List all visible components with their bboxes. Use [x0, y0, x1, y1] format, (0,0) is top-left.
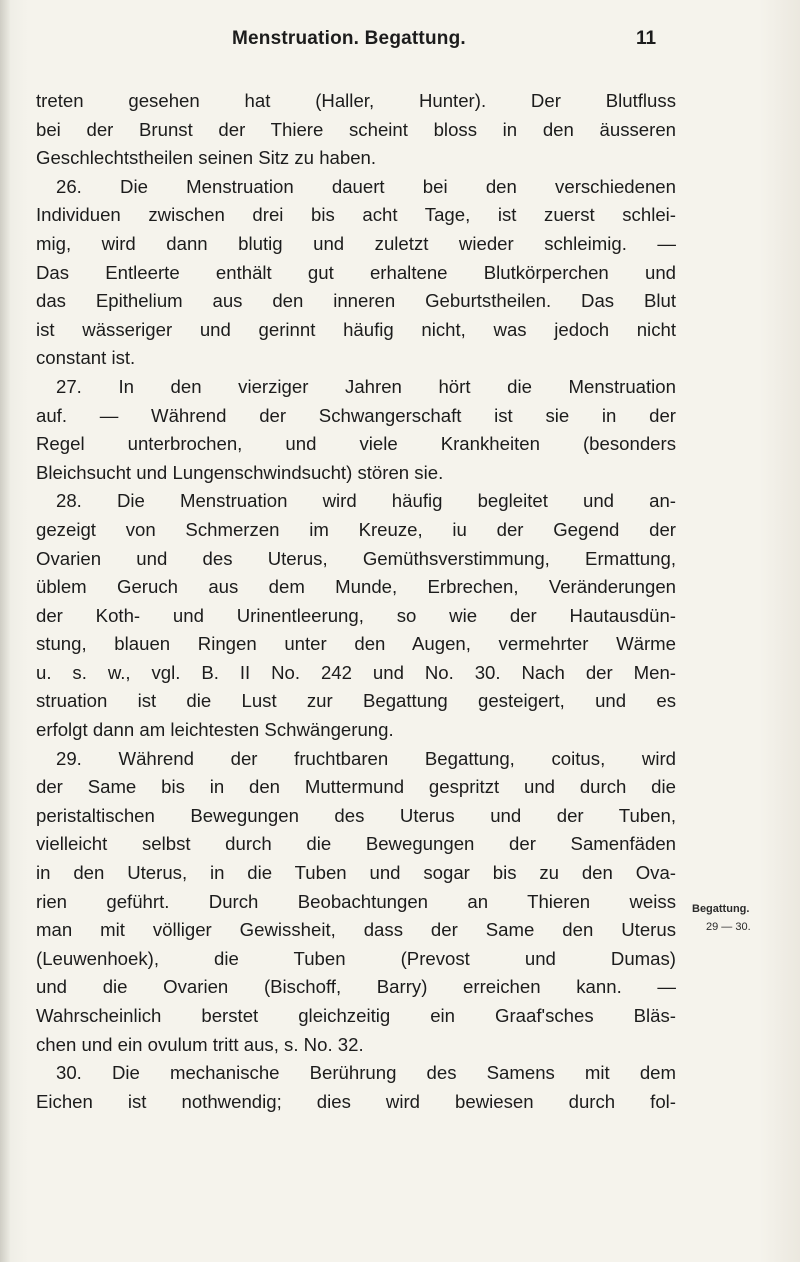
text-line: rien geführt. Durch Beobachtungen an Thieren weiss — [36, 890, 676, 912]
text-line: Geschlechtstheilen seinen Sitz zu haben. — [36, 147, 377, 169]
text-line: Eichen ist nothwendig; dies wird bewiesen durch fol- — [36, 1090, 676, 1112]
text-line: stung, blauen Ringen unter den Augen, vermehrter Wärme — [36, 633, 676, 655]
text-line: in den Uterus, in die Tuben und sogar bis zu den Ova- — [36, 862, 676, 884]
text-line: das Epithelium aus den inneren Geburtstheilen. Das Blut — [36, 290, 676, 312]
text-line: der Same bis in den Muttermund gespritzt und durch die — [36, 776, 676, 798]
text-line: ist wässeriger und gerinnt häufig nicht, was jedoch nicht — [36, 318, 676, 340]
text-line: constant ist. — [36, 347, 136, 369]
text-line: Wahrscheinlich berstet gleichzeitig ein Graaf'sches Bläs- — [36, 1005, 676, 1026]
text-line: chen und ein ovulum tritt aus, s. No. 32. — [36, 1033, 364, 1055]
text-line: und die Ovarien (Bischoff, Barry) erreichen kann. — — [36, 976, 676, 998]
text-line: peristaltischen Bewegungen des Uterus und der Tuben, — [36, 804, 676, 826]
text-line: Ovarien und des Uterus, Gemüthsverstimmung, Ermattung, — [36, 547, 676, 569]
text-line: vielleicht selbst durch die Bewegungen der Samenfäden — [36, 833, 676, 855]
text-line: bei der Brunst der Thiere scheint bloss in den äusseren — [36, 118, 676, 140]
text-line: treten gesehen hat (Haller, Hunter). Der Blutfluss — [36, 90, 676, 111]
running-header — [0, 28, 800, 58]
text-line: mig, wird dann blutig und zuletzt wieder schleimig. — — [36, 232, 676, 254]
text-line: gezeigt von Schmerzen im Kreuze, iu der Gegend der — [36, 518, 676, 540]
text-line: Individuen zwischen drei bis acht Tage, ist zuerst schlei- — [36, 204, 676, 226]
text-line: erfolgt dann am leichtesten Schwängerung. — [36, 719, 394, 741]
paragraph-26-start: 26. Die Menstruation dauert bei den verschiedenen — [56, 175, 676, 197]
margin-note — [692, 900, 792, 936]
body-text — [36, 87, 676, 1116]
text-line: üblem Geruch aus dem Munde, Erbrechen, Veränderungen — [36, 576, 676, 598]
paragraph-29-start: 29. Während der fruchtbaren Begattung, coitus, wird — [56, 747, 676, 769]
margin-note-topic: Begattung. — [692, 903, 750, 915]
text-line: Bleichsucht und Lungenschwindsucht) stören sie. — [36, 461, 444, 483]
text-line: struation ist die Lust zur Begattung gesteigert, und es — [36, 690, 676, 712]
text-line: Regel unterbrochen, und viele Krankheiten (besonders — [36, 433, 676, 455]
text-line: auf. — Während der Schwangerschaft ist sie in der — [36, 404, 676, 426]
text-line: u. s. w., vgl. B. II No. 242 und No. 30. Nach der Men- — [36, 661, 676, 683]
page-spine-shadow — [0, 0, 10, 1262]
text-line: Das Entleerte enthält gut erhaltene Blutkörperchen und — [36, 261, 676, 283]
paragraph-28-start: 28. Die Menstruation wird häufig begleitet und an- — [56, 490, 676, 512]
paragraph-30-start: 30. Die mechanische Berührung des Samens mit dem — [56, 1062, 676, 1084]
running-title: Menstruation. Begattung. — [232, 28, 466, 49]
text-line: man mit völliger Gewissheit, dass der Same den Uterus — [36, 919, 676, 941]
text-line: (Leuwenhoek), die Tuben (Prevost und Dumas) — [36, 947, 676, 969]
paragraph-27-start: 27. In den vierziger Jahren hört die Menstruation — [56, 375, 676, 397]
text-line: der Koth- und Urinentleerung, so wie der Hautausdün- — [36, 604, 676, 626]
page-number: 11 — [636, 28, 657, 49]
margin-note-sections: 29 — 30. — [706, 921, 751, 933]
